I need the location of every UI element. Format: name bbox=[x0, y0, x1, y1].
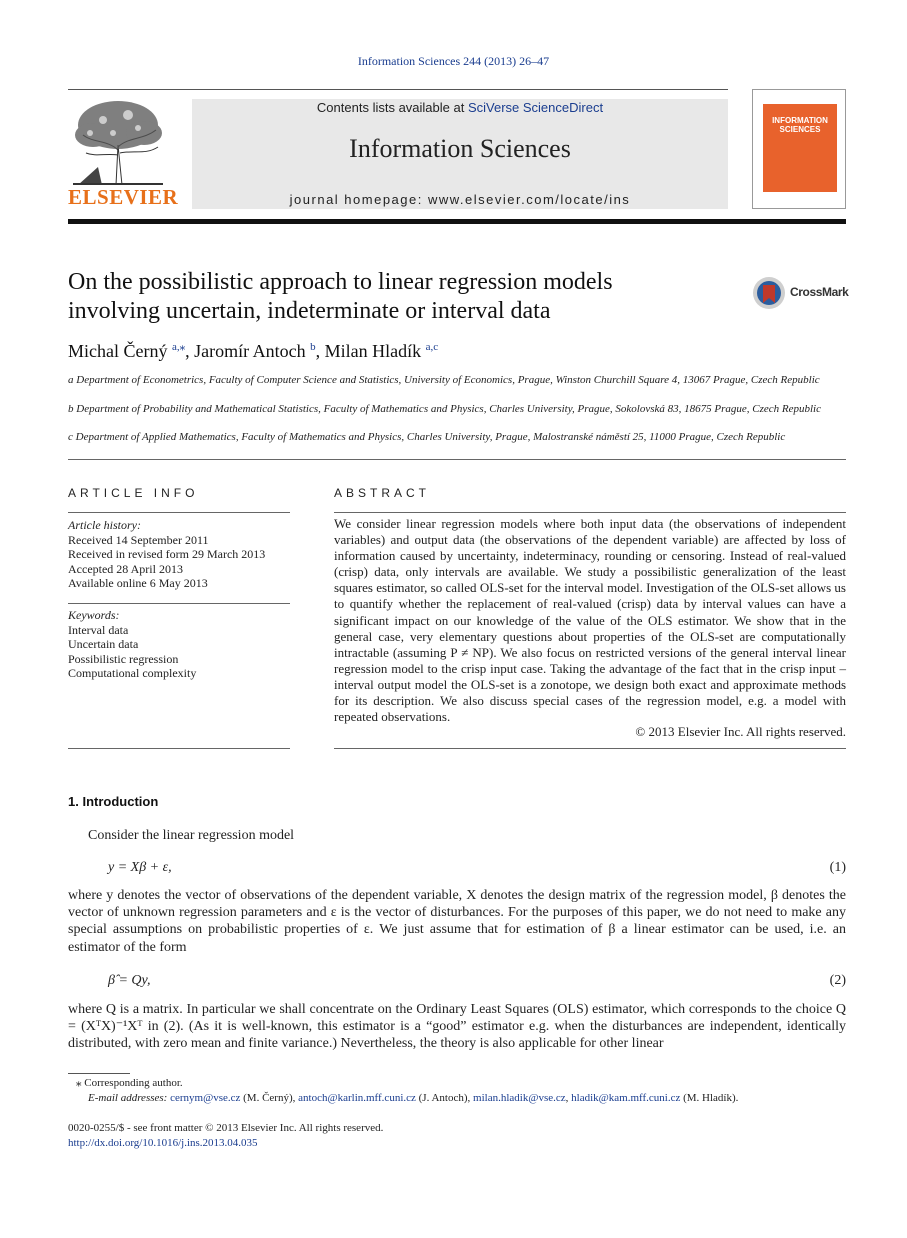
author-list: Michal Černý $^{a,⁎}$, Jaromír Antoch $^b$, Milan Hladík $^{a,c}$ bbox=[68, 341, 439, 361]
equation-number: (1) bbox=[829, 860, 846, 875]
cover-title: INFORMATION SCIENCES bbox=[772, 116, 828, 134]
keyword-item: Possibilistic regression bbox=[68, 651, 179, 666]
header-top-rule bbox=[68, 89, 728, 90]
email-link[interactable]: milan.hladik@vse.cz bbox=[473, 1092, 566, 1104]
email-addresses bbox=[88, 1092, 738, 1104]
abstract-text: We consider linear regression models where both input data (the observations of independent variables) and output data (the observations of the dependent variable) are affected by loss of information caused by uncertainty, indeterminacy, rounding or censoring. Instead of real-valued (crisp) data, only intervals are available. We study a possibilistic generalization of the least squares estimator, so called OLS-set for the interval model. Investigation of the OLS-set allows us to quantify whether the replacement of real-valued (crisp) data by interval values can have a significant impact on our knowledge of the value of the OLS estimator. We show that in the general case, very elementary questions about properties of the OLS-set are computationally intractable (assuming P ≠ NP). We also focus on restricted versions of the general interval linear regression model to the crisp input case. Taking the advantage of the fact that in the crisp input – interval output model the OLS-set is a zonotope, we design both exact and approximate methods for its description. We also discuss special cases of the regression model, e.g. a model with repeated observations. bbox=[334, 516, 846, 725]
abstract-heading: ABSTRACT bbox=[334, 486, 431, 500]
email-owner: (M. Černý), bbox=[243, 1092, 296, 1104]
keywords-list bbox=[68, 608, 196, 681]
keyword-item: Interval data bbox=[68, 622, 129, 637]
crossmark-label: CrossMark bbox=[790, 285, 849, 299]
article-info-heading: ARTICLE INFO bbox=[68, 486, 199, 500]
equation-number: (2) bbox=[829, 973, 846, 988]
email-owner: (M. Hladík). bbox=[683, 1092, 739, 1104]
elsevier-logo bbox=[68, 95, 179, 210]
affiliation-b: b Department of Probability and Mathematical Statistics, Faculty of Mathematics and Physics, Charles University, Prague, Sokolovská 83, 18675 Prague, Czech Republic bbox=[68, 403, 821, 415]
journal-cover-thumbnail[interactable] bbox=[752, 89, 846, 209]
intro-paragraph: where Q is a matrix. In particular we shall concentrate on the Ordinary Least Squares (OLS) estimator, which corresponds to the choice Q = (XᵀX)⁻¹Xᵀ in (2). (As it is well-known, this estimator is a “good” estimator e.g. when the disturbances are independent, identically distributed, with zero mean and finite variance.) Nevertheless, the theory is also applicable for other linear bbox=[68, 1002, 846, 1052]
contents-prefix: Contents lists available at bbox=[316, 100, 468, 115]
author-affiliation-marker[interactable]: a,⁎ bbox=[171, 341, 186, 353]
author-affiliation-marker[interactable]: a,c bbox=[425, 341, 439, 353]
crossmark-icon bbox=[752, 276, 786, 310]
section-heading-introduction: 1. Introduction bbox=[68, 794, 159, 809]
journal-name: Information Sciences bbox=[349, 134, 571, 163]
article-title: On the possibilistic approach to linear regression models involving uncertain, indeterminate or interval data bbox=[68, 269, 613, 324]
article-info-rule bbox=[68, 512, 290, 513]
abstract-rule bbox=[334, 512, 846, 513]
article-info-bottom-rule bbox=[68, 748, 290, 749]
intro-paragraph: where y denotes the vector of observations of the dependent variable, X denotes the design matrix of the regression model, β denotes the vector of unknown regression parameters and ε is the vector of disturbances. For the purposes of this paper, we do not need to make any special assumptions on probabilistic properties of ε. We just assume that for estimation of β a linear estimator can be used, i.e. an estimator of the form bbox=[68, 888, 846, 955]
keywords-rule bbox=[68, 603, 290, 604]
issn-line: 0020-0255/$ - see front matter © 2013 Elsevier Inc. All rights reserved. bbox=[68, 1122, 384, 1134]
history-item: Accepted 28 April 2013 bbox=[68, 561, 183, 576]
email-link[interactable]: cernym@vse.cz bbox=[170, 1092, 241, 1104]
history-label: Article history: bbox=[68, 518, 141, 532]
article-history bbox=[68, 518, 265, 591]
abstract-bottom-rule bbox=[334, 748, 846, 749]
email-owner: (J. Antoch), bbox=[418, 1092, 471, 1104]
footnote-rule bbox=[68, 1073, 130, 1074]
email-label: E-mail addresses: bbox=[88, 1092, 168, 1104]
contents-availability bbox=[192, 100, 728, 115]
equation-2: β̂ = Qy, bbox=[108, 973, 151, 988]
sciencedirect-link[interactable]: SciVerse ScienceDirect bbox=[467, 100, 604, 115]
tree-icon bbox=[68, 95, 168, 187]
keyword-item: Uncertain data bbox=[68, 637, 139, 651]
equation-1: y = Xβ + ε, bbox=[108, 860, 172, 875]
history-item: Received in revised form 29 March 2013 bbox=[68, 547, 266, 561]
affiliation-c: c Department of Applied Mathematics, Faculty of Mathematics and Physics, Charles University, Prague, Malostranské náměstí 25, 11000 Prague, Czech Republic bbox=[68, 431, 786, 443]
author-name[interactable]: Jaromír Antoch bbox=[194, 341, 306, 361]
journal-homepage[interactable]: journal homepage: www.elsevier.com/locate/ins bbox=[289, 192, 631, 207]
crossmark-badge[interactable] bbox=[752, 276, 852, 312]
history-item: Received 14 September 2011 bbox=[68, 532, 209, 547]
doi-link[interactable]: http://dx.doi.org/10.1016/j.ins.2013.04.035 bbox=[68, 1137, 258, 1149]
section-divider bbox=[68, 459, 846, 460]
affiliation-a: a Department of Econometrics, Faculty of Computer Science and Statistics, University of Economics, Prague, Winston Churchill Square 4, 13067 Prague, Czech Republic bbox=[68, 374, 820, 386]
email-link[interactable]: antoch@karlin.mff.cuni.cz bbox=[298, 1092, 416, 1104]
author-affiliation-marker[interactable]: b bbox=[310, 341, 316, 353]
author-name[interactable]: Michal Černý bbox=[68, 341, 168, 361]
history-item: Available online 6 May 2013 bbox=[68, 576, 208, 590]
header-thick-rule bbox=[68, 219, 846, 224]
keywords-label: Keywords: bbox=[68, 608, 120, 622]
elsevier-wordmark: ELSEVIER bbox=[68, 185, 179, 209]
email-link[interactable]: hladik@kam.mff.cuni.cz bbox=[571, 1092, 681, 1104]
keyword-item: Computational complexity bbox=[68, 666, 197, 680]
email-owner: , bbox=[565, 1092, 569, 1104]
corresponding-author-note: ⁎ Corresponding author. bbox=[76, 1077, 183, 1089]
abstract-copyright: © 2013 Elsevier Inc. All rights reserved. bbox=[635, 724, 846, 739]
intro-paragraph: Consider the linear regression model bbox=[88, 828, 295, 843]
author-name[interactable]: Milan Hladík bbox=[324, 341, 422, 361]
cover-panel bbox=[763, 104, 837, 192]
journal-citation[interactable]: Information Sciences 244 (2013) 26–47 bbox=[357, 54, 550, 68]
